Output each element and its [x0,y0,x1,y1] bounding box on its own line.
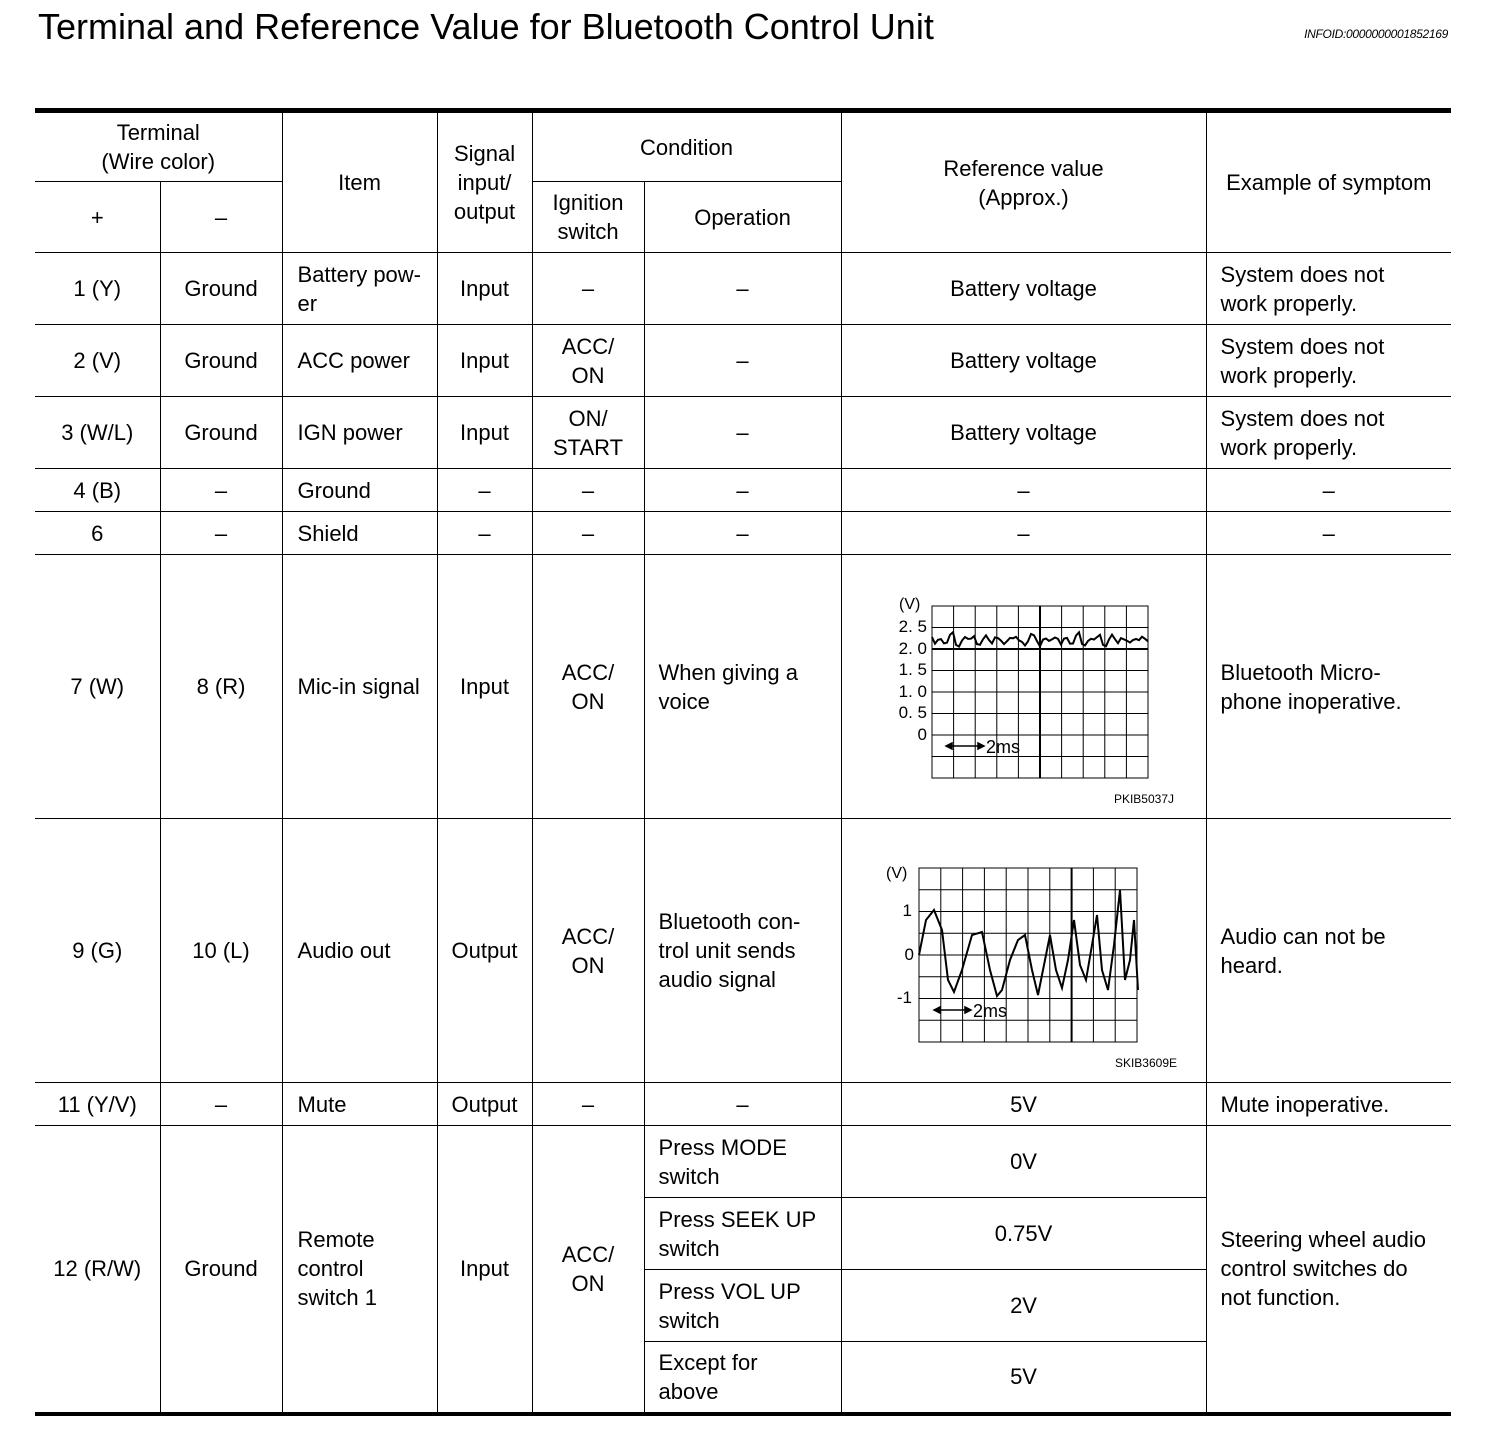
header-plus: + [35,182,160,253]
cell-item: Mute [282,1083,437,1126]
header-item: Item [282,111,437,253]
table-row [35,253,1451,325]
cell-reference: – [841,469,1206,512]
cell-plus: 3 (W/L) [35,397,160,469]
cell-symptom: – [1206,512,1451,555]
cell-minus: 10 (L) [160,819,282,1083]
audio-y-label: 1 [902,900,912,920]
cell-symptom: System does not work properly. [1206,325,1451,397]
audio-waveform-cell [841,819,1206,1083]
cell-reference: 0V [841,1126,1206,1198]
cell-reference: 2V [841,1270,1206,1342]
cell-operation: Press VOL UP switch [644,1270,841,1342]
cell-item: ACC power [282,325,437,397]
cell-symptom: Bluetooth Micro- phone inoperative. [1206,555,1451,819]
cell-signal: Input [437,1126,532,1414]
cell-ignition: ACC/ ON [532,1126,644,1414]
cell-item: Audio out [282,819,437,1083]
cell-ignition: – [532,469,644,512]
cell-symptom: System does not work properly. [1206,397,1451,469]
audio-time-label: 2ms [972,1000,1007,1021]
cell-plus: 4 (B) [35,469,160,512]
cell-signal: Input [437,325,532,397]
cell-ignition: – [532,512,644,555]
cell-ignition: – [532,253,644,325]
cell-symptom: Steering wheel audio control switches do not function. [1206,1126,1451,1414]
cell-reference: 5V [841,1342,1206,1414]
cell-operation: When giving a voice [644,555,841,819]
cell-item: Mic-in signal [282,555,437,819]
info-id: INFOID:0000000001852169 [1304,27,1448,41]
cell-symptom: Mute inoperative. [1206,1083,1451,1126]
cell-symptom: Audio can not be heard. [1206,819,1451,1083]
cell-item: Remote control switch 1 [282,1126,437,1414]
cell-plus: 9 (G) [35,819,160,1083]
audio-time-arrow [934,1007,971,1013]
cell-symptom: – [1206,469,1451,512]
cell-plus: 1 (Y) [35,253,160,325]
cell-minus: – [160,469,282,512]
header-terminal: Terminal (Wire color) [35,111,282,182]
page-title: Terminal and Reference Value for Bluetooth Control Unit [38,6,934,47]
mic-y-label: 1. 5 [898,659,927,679]
header-signal: Signal input/ output [437,111,532,253]
cell-reference: 0.75V [841,1198,1206,1270]
cell-operation: – [644,253,841,325]
cell-minus: Ground [160,1126,282,1414]
cell-ignition: ACC/ ON [532,819,644,1083]
cell-minus: – [160,1083,282,1126]
table-row [35,512,1451,555]
audio-figure-code: SKIB3609E [1114,1055,1177,1070]
cell-plus: 12 (R/W) [35,1126,160,1414]
cell-operation: – [644,397,841,469]
table-row [35,819,1451,1083]
header-reference: Reference value (Approx.) [841,111,1206,253]
table-row [35,469,1451,512]
mic-y-label: 0. 5 [898,702,927,722]
header-minus: – [160,182,282,253]
cell-signal: – [437,469,532,512]
cell-plus: 11 (Y/V) [35,1083,160,1126]
table-row [35,397,1451,469]
cell-reference: Battery voltage [841,325,1206,397]
cell-operation: – [644,325,841,397]
cell-signal: Output [437,819,532,1083]
mic-waveform [842,556,1207,818]
mic-waveform-cell [841,555,1206,819]
mic-y-label: 1. 0 [898,681,927,701]
cell-ignition: – [532,1083,644,1126]
cell-ignition: ACC/ ON [532,325,644,397]
mic-figure-code: PKIB5037J [1113,791,1174,806]
mic-waveform-unit: (V) [898,595,920,613]
cell-operation: Press MODE switch [644,1126,841,1198]
mic-time-arrow [946,743,984,749]
audio-waveform-unit: (V) [885,864,907,882]
cell-reference: Battery voltage [841,253,1206,325]
header-operation: Operation [644,182,841,253]
audio-y-label: -1 [896,987,912,1007]
cell-operation: Except for above [644,1342,841,1414]
cell-item: Shield [282,512,437,555]
cell-item: IGN power [282,397,437,469]
cell-signal: – [437,512,532,555]
cell-ignition: ON/ START [532,397,644,469]
mic-waveform-grid [932,606,1148,778]
cell-item: Battery pow- er [282,253,437,325]
cell-minus: Ground [160,253,282,325]
cell-signal: Input [437,253,532,325]
table-row [35,1083,1451,1126]
cell-operation: Press SEEK UP switch [644,1198,841,1270]
cell-ignition: ACC/ ON [532,555,644,819]
cell-signal: Input [437,555,532,819]
cell-operation: – [644,1083,841,1126]
table-row [35,1126,1451,1198]
cell-signal: Input [437,397,532,469]
cell-plus: 2 (V) [35,325,160,397]
cell-signal: Output [437,1083,532,1126]
mic-y-label: 0 [917,724,927,744]
cell-minus: Ground [160,397,282,469]
cell-operation: – [644,469,841,512]
cell-plus: 7 (W) [35,555,160,819]
cell-minus: 8 (R) [160,555,282,819]
cell-reference: 5V [841,1083,1206,1126]
header-ignition: Ignition switch [532,182,644,253]
header-condition: Condition [532,111,841,182]
mic-time-label: 2ms [985,736,1020,757]
table-row [35,555,1451,819]
cell-item: Ground [282,469,437,512]
cell-operation: – [644,512,841,555]
audio-y-label: 0 [904,944,914,964]
cell-minus: Ground [160,325,282,397]
cell-operation: Bluetooth con- trol unit sends audio signal [644,819,841,1083]
cell-reference: – [841,512,1206,555]
mic-y-label: 2. 0 [898,638,927,658]
cell-symptom: System does not work properly. [1206,253,1451,325]
header-symptom: Example of symptom [1206,111,1451,253]
mic-y-label: 2. 5 [898,616,927,636]
reference-table [35,108,1451,1416]
table-row [35,325,1451,397]
audio-waveform [842,820,1207,1082]
cell-reference: Battery voltage [841,397,1206,469]
cell-minus: – [160,512,282,555]
cell-plus: 6 [35,512,160,555]
